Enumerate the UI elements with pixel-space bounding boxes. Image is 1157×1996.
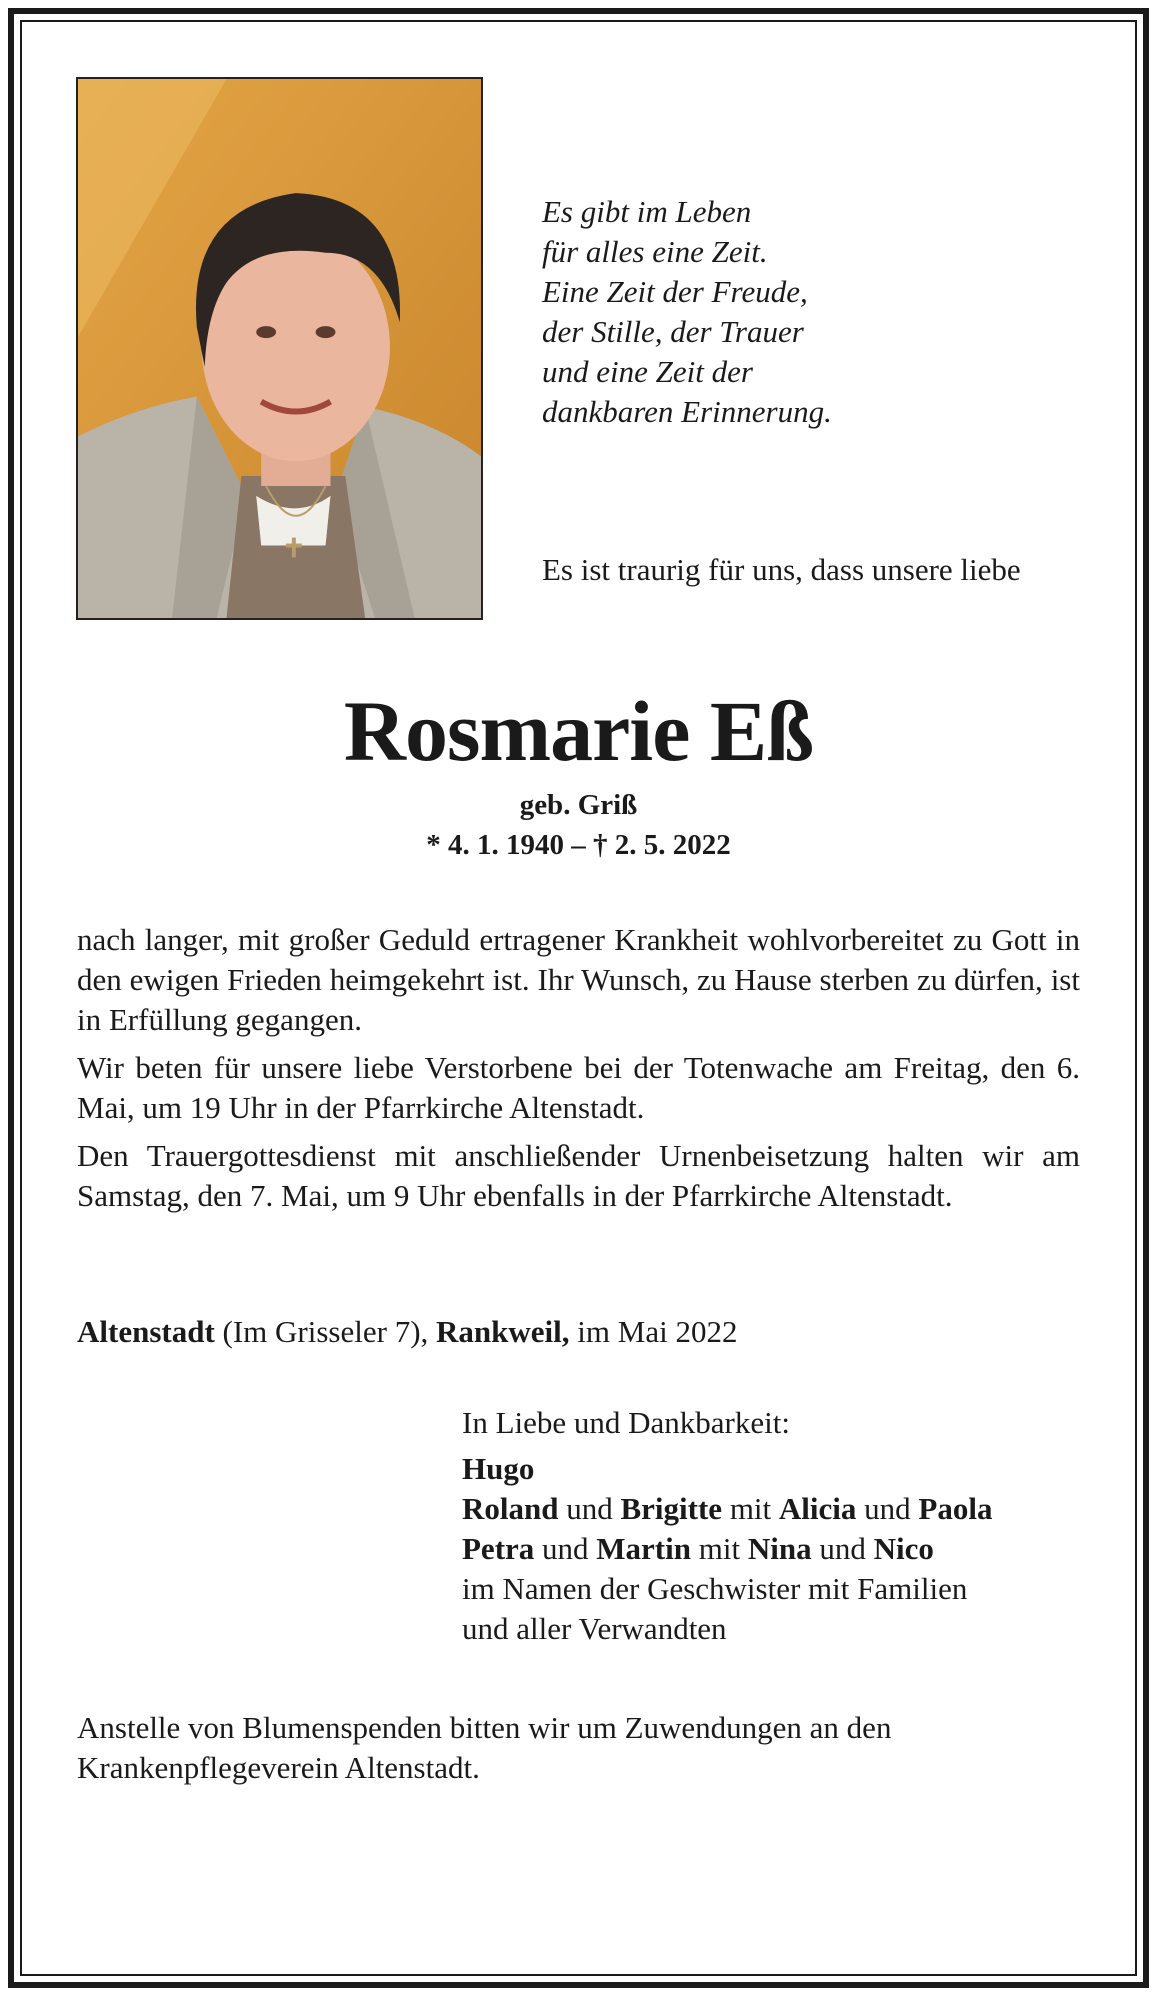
address: (Im Grisseler 7), [214, 1314, 437, 1349]
body-text [77, 920, 1080, 1224]
poem-line: dankbaren Erinnerung. [542, 394, 832, 429]
connector: mit [722, 1491, 779, 1526]
town-rankweil: Rankweil, [436, 1314, 570, 1349]
connector: und [856, 1491, 919, 1526]
deceased-name: Rosmarie Eß [343, 683, 814, 779]
connector: und [811, 1531, 874, 1566]
connector: mit [690, 1531, 748, 1566]
portrait-image [78, 79, 481, 618]
mourner-name: Brigitte [620, 1491, 723, 1526]
mourner-line [462, 1489, 1102, 1529]
family-line: im Namen der Geschwister mit Familien [462, 1571, 968, 1606]
intro-text: Es ist traurig für uns, dass unsere liebe [542, 552, 1021, 587]
mourner-name: Roland [462, 1491, 559, 1526]
poem-line: für alles eine Zeit. [542, 234, 768, 269]
poem-line: Es gibt im Leben [542, 194, 752, 229]
mourner-name: Nina [747, 1531, 812, 1566]
mourner-line [462, 1449, 1102, 1489]
connector: und [534, 1531, 597, 1566]
mourner-name: Paola [918, 1491, 993, 1526]
birth-name: geb. Griß [519, 789, 638, 821]
mourner-name: Martin [596, 1531, 691, 1566]
mourner-line [462, 1529, 1102, 1569]
portrait-photo [76, 77, 483, 620]
poem [542, 192, 962, 432]
signoff-intro: In Liebe und Dankbarkeit: [462, 1405, 790, 1440]
mourner-name: Alicia [778, 1491, 857, 1526]
place-and-date [77, 1312, 1080, 1352]
poem-line: und eine Zeit der [542, 354, 753, 389]
mourner-name: Hugo [462, 1451, 535, 1486]
life-dates: * 4. 1. 1940 – † 2. 5. 2022 [426, 829, 731, 861]
mourner-name: Nico [873, 1531, 934, 1566]
town-altenstadt: Altenstadt [77, 1314, 215, 1349]
connector: und [558, 1491, 621, 1526]
donation-note: Anstelle von Blumenspenden bitten wir um Zuwendungen an den Krankenpflegeverein Altenstadt. [77, 1710, 892, 1785]
poem-line: Eine Zeit der Freude, [542, 274, 808, 309]
family-line: und aller Verwandten [462, 1611, 727, 1646]
date: im Mai 2022 [569, 1314, 738, 1349]
paragraph: nach langer, mit großer Geduld ertragener Krankheit wohlvorbereitet zu Gott in den ewigen Frieden heimgekehrt ist. Ihr Wunsch, zu Hause sterben zu dürfen, ist in Erfüllung gegangen. [77, 922, 1080, 1037]
mourner-name: Petra [462, 1531, 535, 1566]
paragraph: Wir beten für unsere liebe Verstorbene bei der Totenwache am Freitag, den 6. Mai, um 19 Uhr in der Pfarrkirche Altenstadt. [77, 1050, 1080, 1125]
paragraph: Den Trauergottesdienst mit anschließender Urnenbeisetzung halten wir am Samstag, den 7. Mai, um 9 Uhr ebenfalls in der Pfarrkirche Altenstadt. [77, 1138, 1080, 1213]
poem-line: der Stille, der Trauer [542, 314, 804, 349]
signoff [462, 1403, 1102, 1649]
